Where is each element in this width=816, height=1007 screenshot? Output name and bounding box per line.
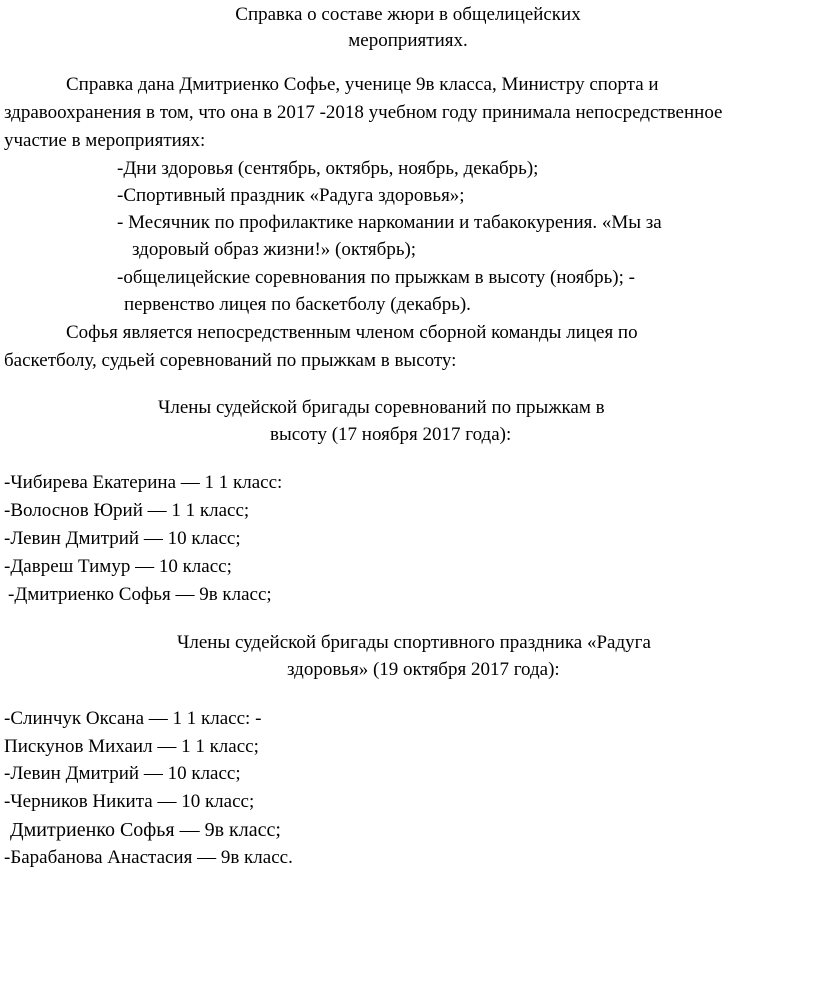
jury2-heading-line-2: здоровья» (19 октября 2017 года):	[287, 659, 560, 680]
jury2-member: -Левин Дмитрий — 10 класс;	[4, 763, 241, 784]
event-item: -общелицейские соревнования по прыжкам в высоту (ноябрь); -	[117, 267, 635, 288]
jury2-member: -Черников Никита — 10 класс;	[4, 791, 255, 812]
member-statement-line-2: баскетболу, судьей соревнований по прыжкам в высоту:	[4, 350, 457, 371]
jury2-member: Пискунов Михаил — 1 1 класс;	[4, 736, 259, 757]
intro-line-1: Справка дана Дмитриенко Софье, ученице 9в класса, Министру спорта и	[66, 74, 659, 95]
doc-title-line-1: Справка о составе жюри в общелицейских	[235, 4, 581, 25]
member-statement-line-1: Софья является непосредственным членом сборной команды лицея по	[66, 322, 638, 343]
jury1-member: -Волоснов Юрий — 1 1 класс;	[4, 500, 250, 521]
jury1-member: -Левин Дмитрий — 10 класс;	[4, 528, 241, 549]
jury2-member: -Барабанова Анастасия — 9в класс.	[4, 847, 293, 868]
jury2-heading-line-1: Члены судейской бригады спортивного праздника «Радуга	[177, 632, 651, 653]
jury1-member: -Чибирева Екатерина — 1 1 класс:	[4, 472, 283, 493]
event-item-continuation: первенство лицея по баскетболу (декабрь).	[124, 294, 471, 315]
intro-line-3: участие в мероприятиях:	[4, 130, 206, 151]
jury1-member: -Давреш Тимур — 10 класс;	[4, 556, 232, 577]
event-item: -Спортивный праздник «Радуга здоровья»;	[117, 185, 465, 206]
doc-title-line-2: мероприятиях.	[348, 30, 468, 51]
event-item-continuation: здоровый образ жизни!» (октябрь);	[132, 239, 417, 260]
event-item: - Месячник по профилактике наркомании и табакокурения. «Мы за	[117, 212, 662, 233]
event-item: -Дни здоровья (сентябрь, октябрь, ноябрь, декабрь);	[117, 158, 539, 179]
jury1-heading-line-1: Члены судейской бригады соревнований по прыжкам в	[158, 397, 605, 418]
jury1-heading-line-2: высоту (17 ноября 2017 года):	[270, 424, 512, 445]
jury2-member: -Слинчук Оксана — 1 1 класс: -	[4, 708, 262, 729]
intro-line-2: здравоохранения в том, что она в 2017 -2018 учебном году принимала непосредственное	[4, 102, 723, 123]
jury2-member: Дмитриенко Софья — 9в класс;	[10, 819, 281, 841]
jury1-member: -Дмитриенко Софья — 9в класс;	[8, 584, 272, 605]
